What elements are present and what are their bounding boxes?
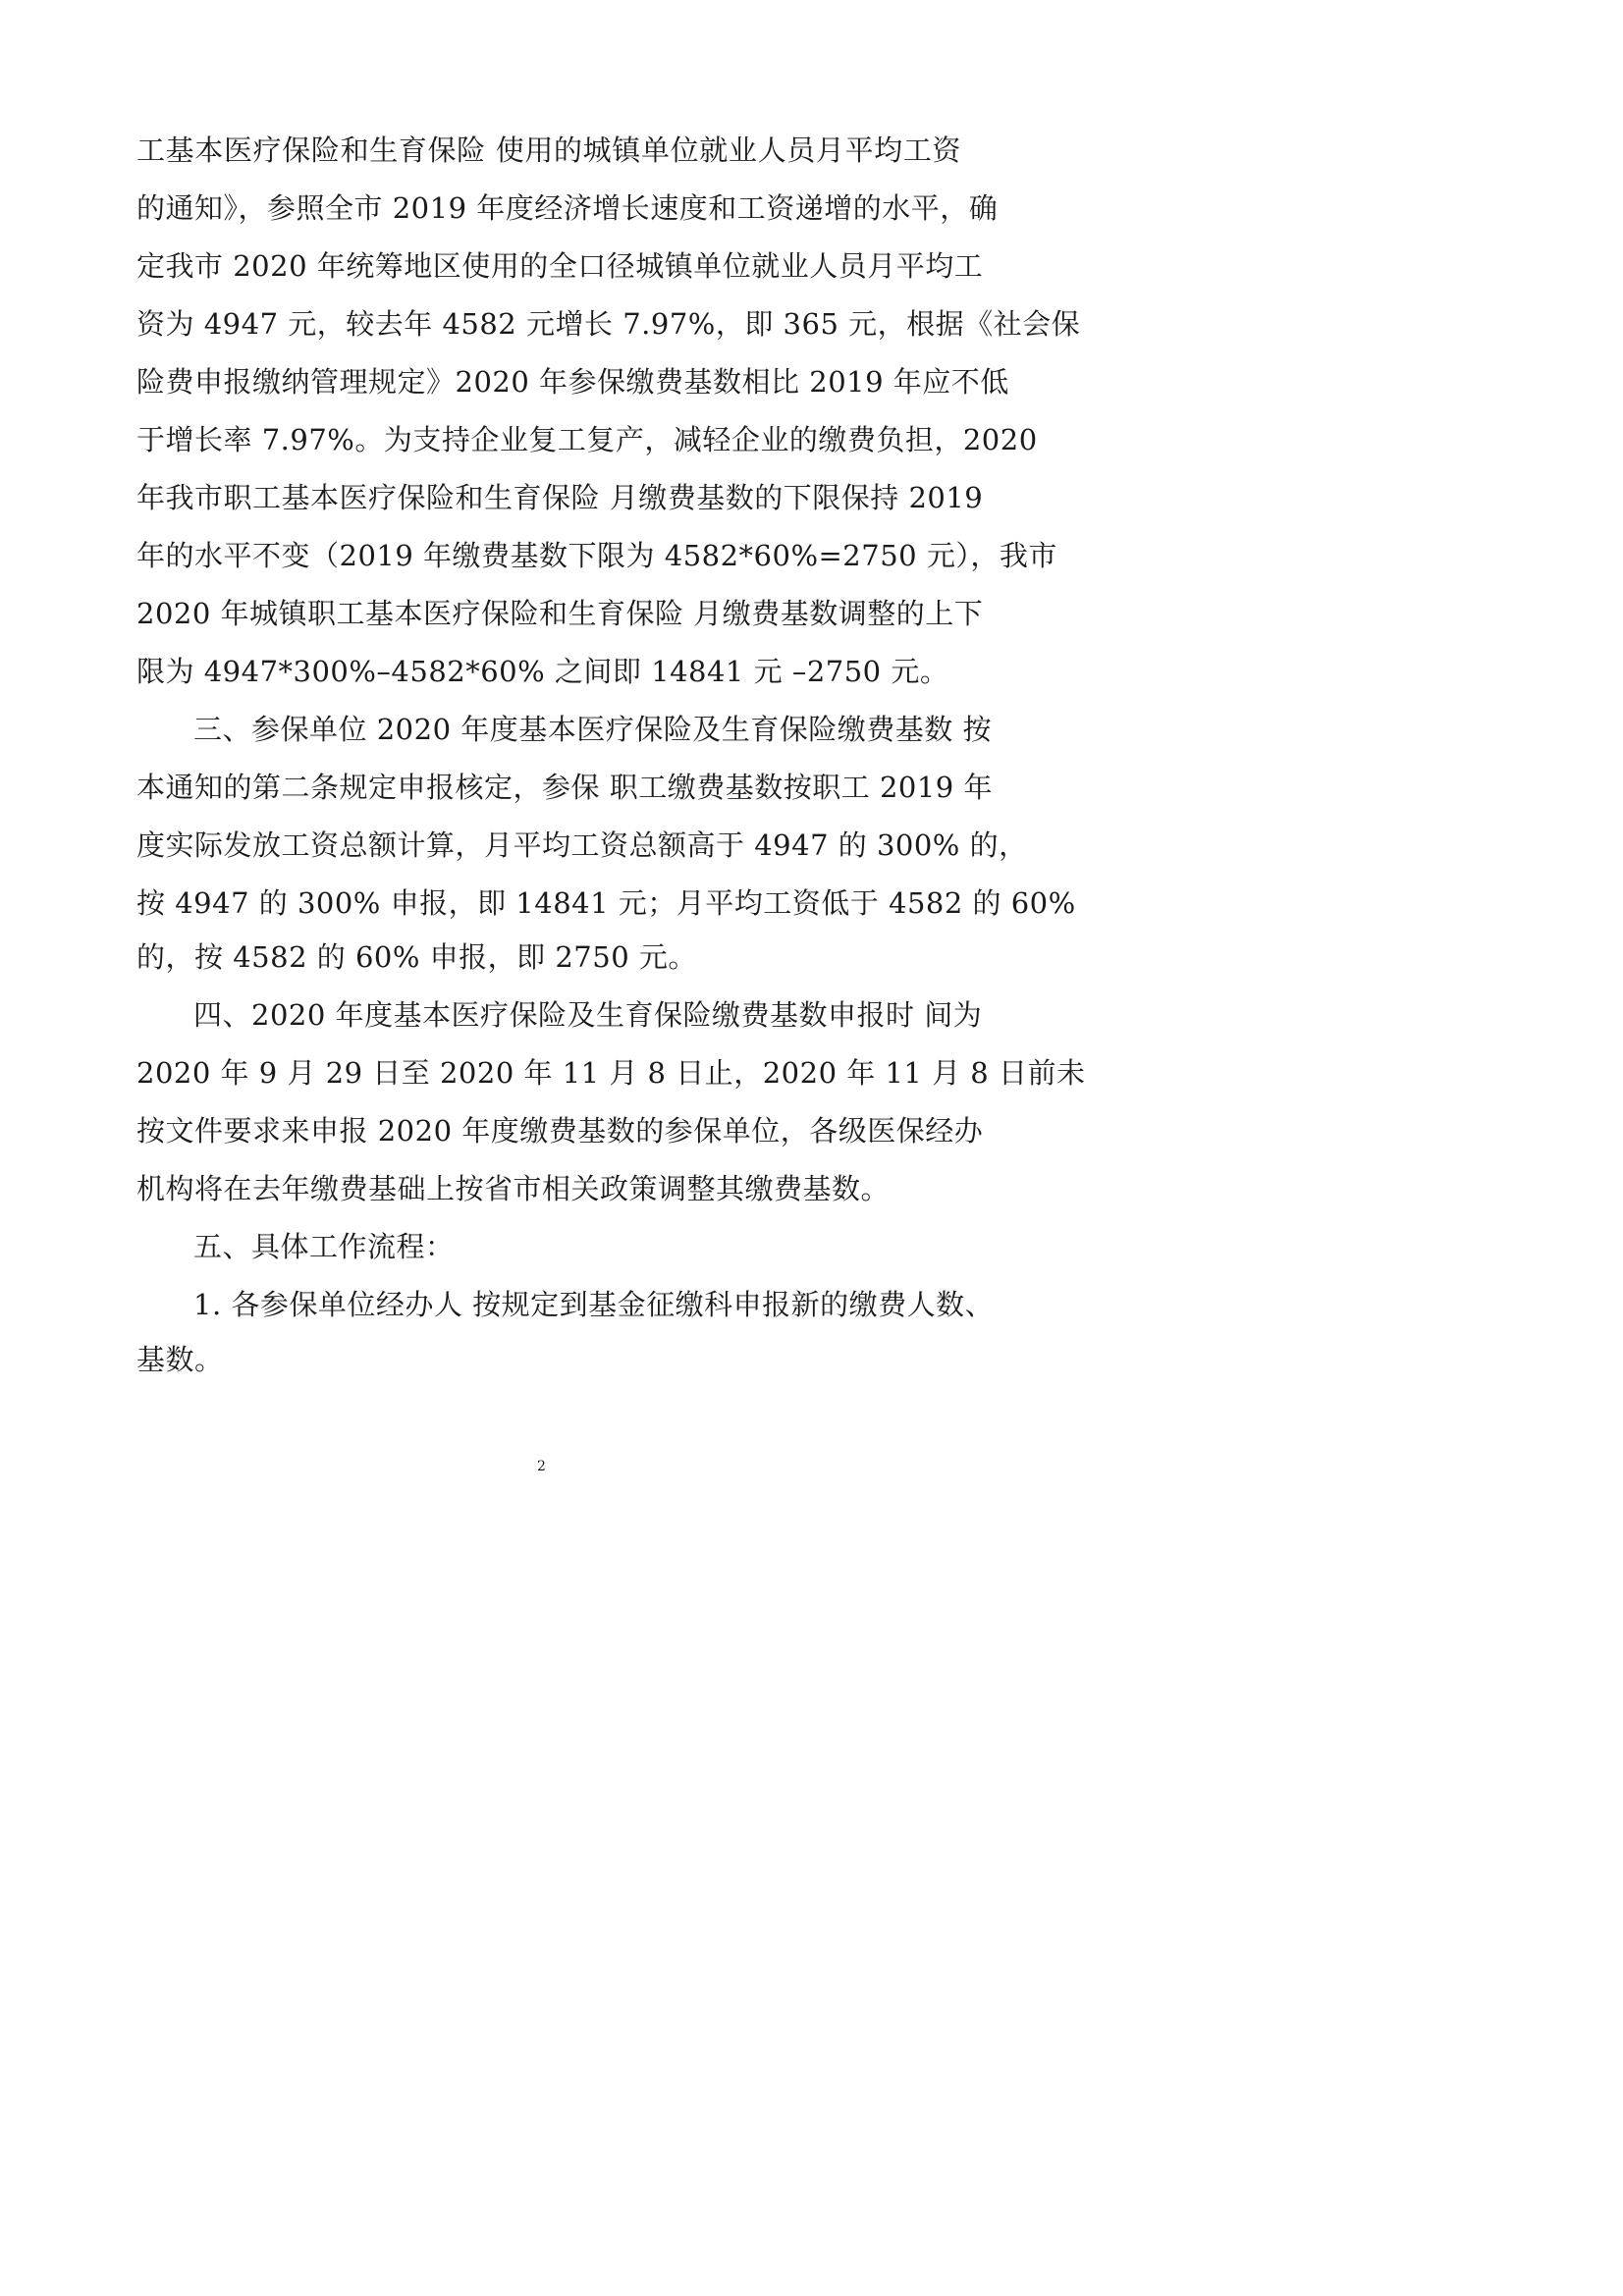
text-line: 机构将在去年缴费基础上按省市相关政策调整其缴费基数。 xyxy=(136,1172,891,1205)
text-line: 2020 年城镇职工基本医疗保险和生育保险 月缴费基数调整的上下 xyxy=(136,597,984,630)
text-line: 于增长率 7.97%。为支持企业复工复产，减轻企业的缴费负担，2020 xyxy=(136,423,1038,456)
text-line: 资为 4947 元，较去年 4582 元增长 7.97%，即 365 元，根据《社会保 xyxy=(136,307,1081,341)
text-line: 度实际发放工资总额计算，月平均工资总额高于 4947 的 300% 的， xyxy=(136,828,1028,862)
text-line: 的通知》，参照全市 2019 年度经济增长速度和工资递增的水平，确 xyxy=(136,191,999,225)
text-line: 五、具体工作流程： xyxy=(193,1230,455,1263)
text-line: 限为 4947*300%–4582*60% 之间即 14841 元 –2750 元。 xyxy=(136,655,949,688)
text-line: 1. 各参保单位经办人 按规定到基金征缴科申报新的缴费人数、 xyxy=(193,1288,995,1321)
text-line: 2020 年 9 月 29 日至 2020 年 11 月 8 日止，2020 年 11 月 8 日前未 xyxy=(136,1056,1086,1090)
text-line: 三、参保单位 2020 年度基本医疗保险及生育保险缴费基数 按 xyxy=(193,713,992,746)
text-line: 工基本医疗保险和生育保险 使用的城镇单位就业人员月平均工资 xyxy=(136,133,961,167)
text-line: 四、2020 年度基本医疗保险及生育保险缴费基数申报时 间为 xyxy=(193,998,983,1032)
document-page xyxy=(0,0,1086,1532)
page-number: 2 xyxy=(537,1459,546,1474)
text-line: 按 4947 的 300% 申报，即 14841 元；月平均工资低于 4582 的 60% xyxy=(136,886,1076,920)
text-line: 年的水平不变（2019 年缴费基数下限为 4582*60%=2750 元），我市 xyxy=(136,539,1057,572)
text-line: 按文件要求来申报 2020 年度缴费基数的参保单位，各级医保经办 xyxy=(136,1114,984,1148)
text-line: 基数。 xyxy=(136,1343,224,1376)
text-line: 险费申报缴纳管理规定》2020 年参保缴费基数相比 2019 年应不低 xyxy=(136,365,1009,399)
text-line: 的，按 4582 的 60% 申报，即 2750 元。 xyxy=(136,940,697,974)
text-line: 定我市 2020 年统筹地区使用的全口径城镇单位就业人员月平均工 xyxy=(136,249,984,283)
text-line: 年我市职工基本医疗保险和生育保险 月缴费基数的下限保持 2019 xyxy=(136,481,984,514)
text-line: 本通知的第二条规定申报核定，参保 职工缴费基数按职工 2019 年 xyxy=(136,771,993,804)
